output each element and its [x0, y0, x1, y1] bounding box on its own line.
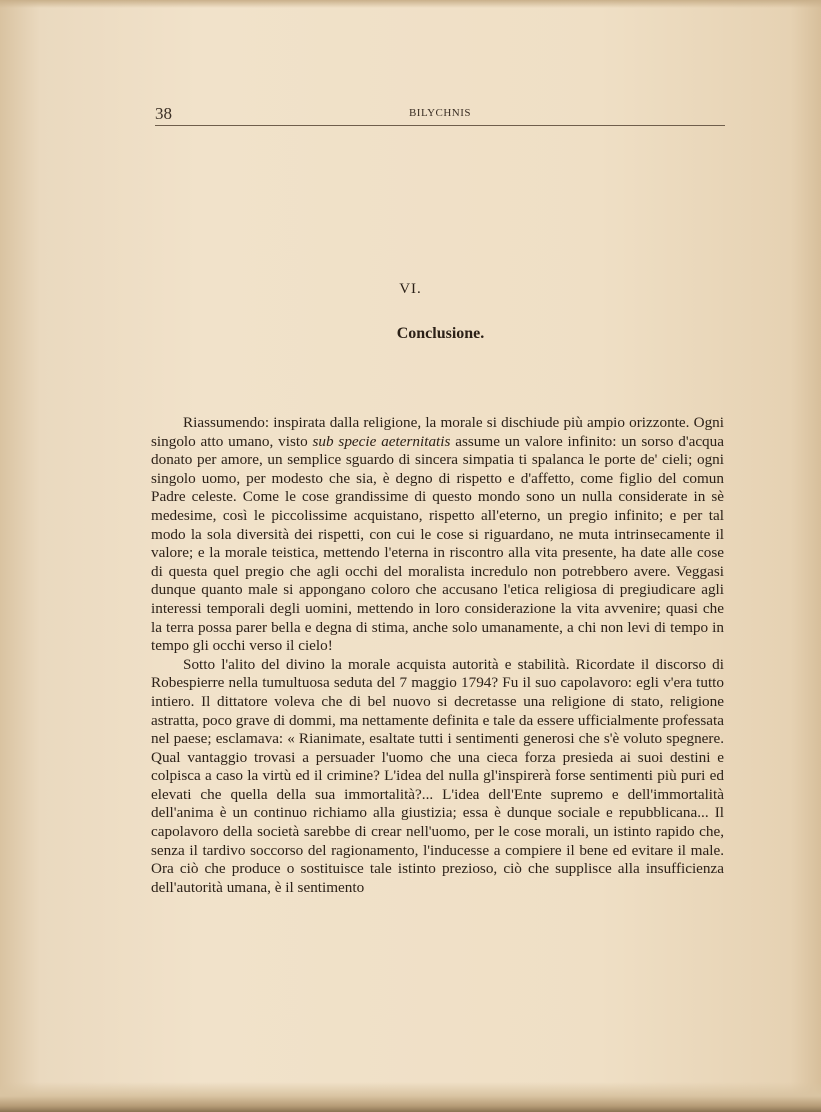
- section-number: VI.: [399, 281, 422, 297]
- header-rule: [155, 125, 725, 126]
- paragraph-1: [151, 414, 724, 656]
- paper-bottom-edge: [0, 1082, 821, 1112]
- paragraph-2: Sotto l'alito del divino la morale acquista autorità e stabilità. Ricordate il discorso di Robespierre nella tumultuosa seduta del 7 maggio 1794? Fu il suo capolavoro: egli v'era tutto intiero. Il dittatore voleva che di bel nuovo si decretasse una religione di stato, religione astratta, poco grave di dommi, ma nettamente definita e tale da essere ufficialmente professata nel paese; esclamava: « Rianimate, esaltate tutti i sentimenti generosi che s'è voluto spegnere. Qual vantaggio trovasi a persuader l'uomo che una cieca forza presieda ai suoi destini e colpisca a caso la virtù ed il crimine? L'idea del nulla gl'inspirerà forse sentimenti più puri ed elevati che quella della sua immortalità?... L'idea dell'Ente supremo e dell'immortalità dell'anima è un continuo richiamo alla giustizia; essa è dunque sociale e repubblicana... Il capolavoro della società sarebbe di crear nell'uomo, per le cose morali, un istinto rapido che, senza il tardivo soccorso del ragionamento, l'inducesse a compiere il bene ed evitare il male. Ora ciò che produce o sostituisce tale istinto prezioso, ciò che supplisce alla insufficienza dell'autorità umana, è il sentimento: [151, 655, 724, 896]
- paragraph-1-text-a: Riassumendo: inspirata dalla religione, la morale si dischiude più ampio orizzonte. Ogni singolo atto umano, visto: [151, 414, 724, 450]
- paragraph-1-italic: sub specie aeternitatis: [312, 432, 451, 450]
- paper-top-edge: [0, 0, 821, 8]
- running-head: BILYCHNIS: [408, 107, 472, 119]
- paragraph-1-text-b: assume un valore infinito: un sorso d'acqua donato per amore, un semplice sguardo di sincera simpatia ti spalanca le porte de' cieli; ogni singolo uomo, per modesto che sia, è degno di rispetto e d'affetto, come figlio del comun Padre celeste. Come le cose grandissime di questo mondo sono un nulla considerate in sè medesime, così le piccolissime acquistano, rispetto all'eterno, un pregio infinito; e per tal modo la sola diversità dei rispetti, con cui le cose si riguardano, ne muta intrinsecamente il valore; e la morale teistica, mettendo l'eterna in riscontro alla vita presente, ha date alle cose di questa quel pregio che agli occhi del moralista incredulo non potrebbero avere. Veggasi dunque quanto male si appongano coloro che accusano l'etica religiosa di pregiudicare agli interessi temporali degli uomini, mettendo in loro considerazione la vita avvenire; quasi che la terra possa parer bella e degna di stima, anche solo umanamente, a chi non levi di tempo in tempo gli occhi verso il cielo!: [151, 432, 724, 655]
- page-number: 38: [155, 104, 172, 123]
- page-header: [155, 104, 725, 126]
- body-text: [151, 414, 724, 897]
- section-title: Conclusione.: [396, 325, 485, 342]
